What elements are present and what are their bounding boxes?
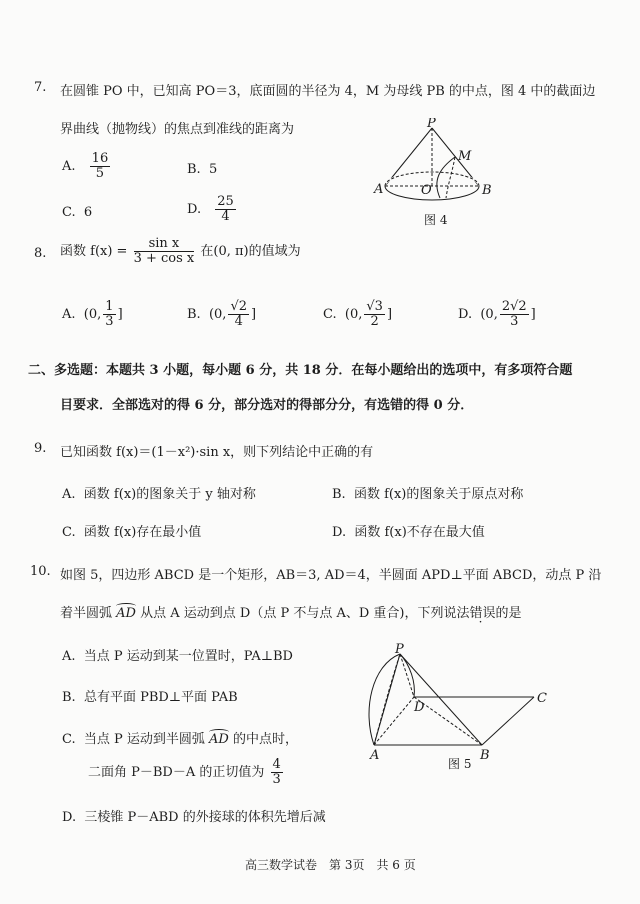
q10-option-d: D. 三棱锥 P－ABD 的外接球的体积先增后减 bbox=[62, 810, 326, 825]
q7-option-d: D. $\frac{25}{4}$ bbox=[187, 194, 234, 224]
q8-option-b: B. (0, $\frac{√2}{4}$ ] bbox=[187, 299, 257, 329]
q9-option-b: B. 函数 f(x)的图象关于原点对称 bbox=[332, 487, 524, 502]
q8-number: 8. bbox=[34, 246, 47, 261]
q7-number: 7. bbox=[34, 80, 47, 95]
section-2-heading-line1: 二、多选题：本题共 3 小题，每小题 6 分，共 18 分．在每小题给出的选项中，有多项符合题 bbox=[28, 363, 573, 378]
q8-option-c: C. (0, $\frac{√3}{2}$ ] bbox=[323, 299, 393, 329]
fig5-label-c: C bbox=[537, 691, 547, 706]
fig5-label-p: P bbox=[395, 642, 404, 657]
q8-option-a: A. (0, $\frac{1}{3}$ ] bbox=[62, 299, 123, 329]
fig5-label-b: B bbox=[480, 748, 490, 763]
figure-4-cone bbox=[370, 118, 510, 233]
q9-stem: 已知函数 f(x)＝(1－x²)·sin x，则下列结论中正确的有 bbox=[60, 445, 374, 460]
fig4-label-b: B bbox=[482, 183, 492, 198]
page-footer: 高三数学试卷 第 3页 共 6 页 bbox=[245, 858, 416, 872]
fig4-label-a: A bbox=[374, 182, 384, 197]
fig5-label-a: A bbox=[370, 748, 380, 763]
fig4-caption: 图 4 bbox=[424, 213, 448, 227]
q8-option-d: D. (0, $\frac{2√2}{3}$ ] bbox=[458, 299, 536, 329]
q10-option-a: A. 当点 P 运动到某一位置时，PA⊥BD bbox=[62, 649, 293, 664]
q7-stem-line1: 在圆锥 PO 中，已知高 PO＝3，底面圆的半径为 4，M 为母线 PB 的中点，图 4 中的截面边 bbox=[60, 84, 596, 99]
q10-option-c: C. 当点 P 运动到半圆弧 AD 的中点时， bbox=[62, 728, 298, 747]
q10-number: 10. bbox=[30, 564, 51, 579]
q7-stem-line2: 界曲线（抛物线）的焦点到准线的距离为 bbox=[60, 122, 295, 137]
q10-option-c-line2: 二面角 P－BD－A 的正切值为 $\frac{4}{3}$ bbox=[88, 757, 281, 787]
figure-5-solid bbox=[362, 640, 562, 780]
q7-option-a: A. $\frac{16}{5}$ bbox=[62, 151, 109, 181]
fig4-label-m: M bbox=[458, 149, 472, 164]
q8-stem: 函数 f(x) = $\frac{\text{sin x}}{\text{3 + cos x}}$ 在(0, π)的值域为 bbox=[60, 236, 301, 266]
fig4-label-p: P bbox=[427, 118, 436, 131]
q10-stem-line2: 着半圆弧 AD 从点 A 运动到点 D（点 P 不与点 A、D 重合)，下列说法错误的是 bbox=[60, 602, 522, 621]
q9-option-d: D. 函数 f(x)不存在最大值 bbox=[332, 525, 485, 540]
fig5-label-d: D bbox=[414, 700, 425, 715]
q9-option-c: C. 函数 f(x)存在最小值 bbox=[62, 525, 202, 540]
q9-number: 9. bbox=[34, 441, 47, 456]
q10-stem-line1: 如图 5，四边形 ABCD 是一个矩形，AB＝3, AD＝4，半圆面 APD⊥平面 ABCD，动点 P 沿 bbox=[60, 568, 602, 583]
fig5-caption: 图 5 bbox=[448, 757, 472, 771]
fig4-label-o: O bbox=[421, 183, 432, 198]
q10-option-b: B. 总有平面 PBD⊥平面 PAB bbox=[62, 690, 238, 705]
q7-option-c: C. 6 bbox=[62, 205, 93, 220]
q7-option-b: B. 5 bbox=[187, 162, 218, 177]
q9-option-a: A. 函数 f(x)的图象关于 y 轴对称 bbox=[62, 487, 256, 502]
section-2-heading-line2: 目要求．全部选对的得 6 分，部分选对的得部分分，有选错的得 0 分． bbox=[60, 398, 474, 413]
